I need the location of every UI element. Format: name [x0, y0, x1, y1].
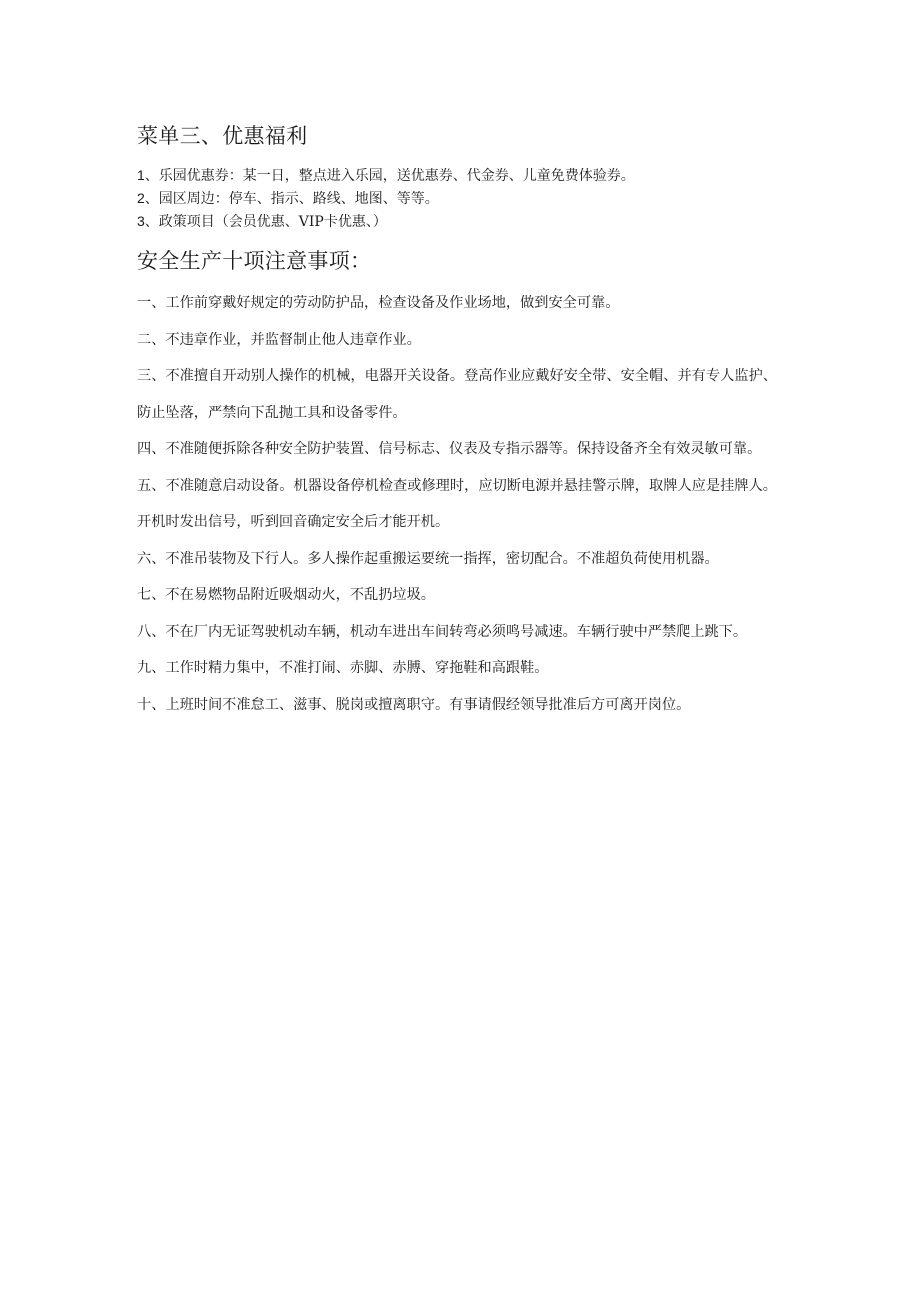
- safety-rule-9: 九、工作时精力集中，不准打闹、赤脚、赤膊、穿拖鞋和高跟鞋。: [137, 660, 549, 676]
- menu-item-number: 2: [137, 190, 145, 206]
- safety-rule-4: 四、不准随便拆除各种安全防护装置、信号标志、仪表及专指示器等。保持设备齐全有效灵敏可靠。: [137, 441, 762, 457]
- menu-item-number: 1: [137, 167, 145, 183]
- safety-rules-list: [137, 285, 777, 723]
- menu-item-text: 、乐园优惠券：某一日，整点进入乐园，送优惠券、代金券、儿童免费体验券。: [144, 168, 635, 184]
- menu-list: [137, 164, 635, 233]
- menu-item: [137, 164, 635, 187]
- menu-item: [137, 210, 635, 233]
- safety-rule-10: 十、上班时间不准怠工、滋事、脱岗或擅离职守。有事请假经领导批准后方可离开岗位。: [137, 696, 691, 713]
- menu-item-number: 3: [137, 213, 145, 229]
- safety-rule-2: 二、不违章作业，并监督制止他人违章作业。: [137, 331, 421, 348]
- safety-rule-5: 五、不准随意启动设备。机器设备停机检查或修理时，应切断电源并悬挂警示牌，取牌人应是挂牌人。开机时发出信号，听到回音确定安全后才能开机。: [137, 477, 777, 530]
- menu-item-text: 、园区周边：停车、指示、路线、地图、等等。: [144, 191, 439, 207]
- safety-rule-3: 三、不准擅自开动别人操作的机械，电器开关设备。登高作业应戴好安全带、安全帽、并有专人监护、防止坠落，严禁向下乱抛工具和设备零件。: [137, 368, 777, 421]
- safety-rule-1: 一、工作前穿戴好规定的劳动防护品，检查设备及作业场地，做到安全可靠。: [137, 295, 620, 311]
- safety-rule-8: 八、不在厂内无证驾驶机动车辆，机动车进出车间转弯必须鸣号减速。车辆行驶中严禁爬上跳下。: [137, 623, 748, 640]
- safety-heading: 安全生产十项注意事项：: [137, 249, 372, 273]
- menu-item-text: 、政策项目（会员优惠、VIP卡优惠、）: [144, 214, 387, 230]
- menu-heading: 菜单三、优惠福利: [137, 124, 308, 148]
- safety-rule-7: 七、不在易燃物品附近吸烟动火，不乱扔垃圾。: [137, 587, 435, 603]
- menu-item: [137, 187, 635, 210]
- safety-rule-6: 六、不准吊装物及下行人。多人操作起重搬运要统一指挥，密切配合。不准超负荷使用机器。: [137, 550, 719, 567]
